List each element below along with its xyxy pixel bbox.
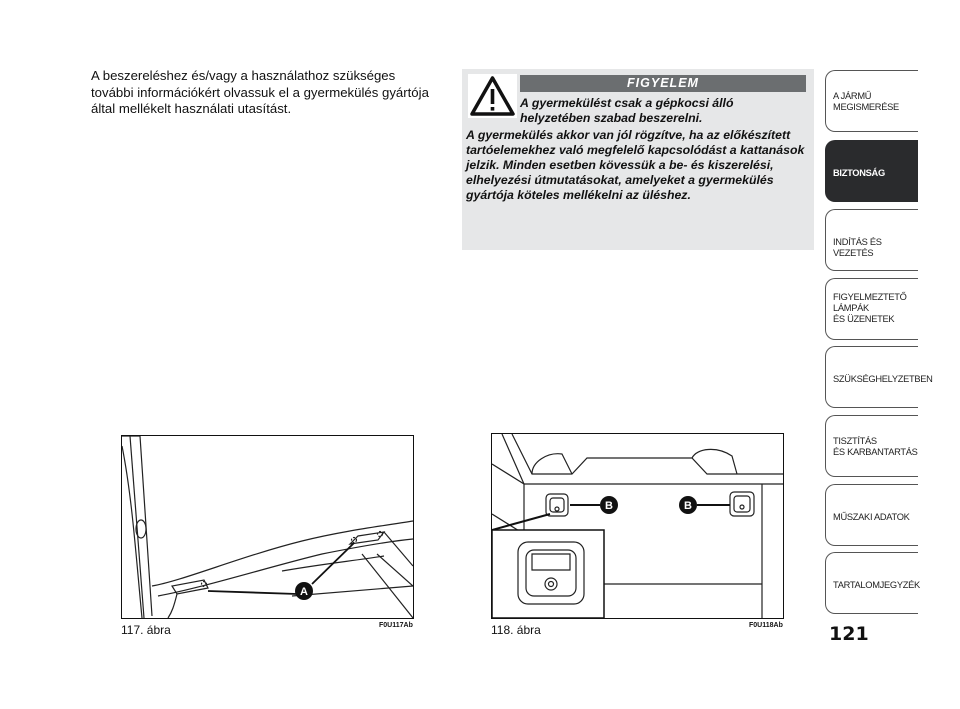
tab-label-line: MEGISMERÉSE [833,102,899,112]
callout-label-a: A [300,586,308,598]
warning-box [462,69,814,250]
figure-117-illustration [121,435,414,619]
callout-label-b-right: B [684,500,692,512]
tab-szukseghelyzetben[interactable] [825,346,933,408]
tab-label-line: INDÍTÁS ÉS VEZETÉS [833,237,882,258]
tab-figyelmezteto-lampak[interactable] [825,278,918,340]
warning-title: FIGYELEM [520,75,806,92]
figure-117-caption: 117. ábra [121,623,171,637]
tab-label-line: TISZTÍTÁS [833,436,877,446]
tab-label-line: SZÜKSÉGHELYZETBEN [833,374,933,384]
page-number: 121 [829,623,869,645]
tab-label-line: BIZTONSÁG [833,168,885,178]
tab-label-line: ÉS KARBANTARTÁS [833,447,918,457]
figure-118-caption: 118. ábra [491,623,541,637]
tab-muszaki-adatok[interactable] [825,484,918,546]
tab-label-line: LÁMPÁK [833,303,869,313]
warning-body: A gyermekülés akkor van jól rögzítve, ha az előkészített tartóelemekhez való megfelelő kapcsolódást a kattanások jelzik. Minden esetben kövessük a be- és kiszerelési, elhelyezési útmutatásokat, amelyeket a gyermekülés gyártója köteles mellékelni az üléshez. [466,128,805,202]
warning-lead: A gyermekülést csak a gépkocsi álló helyzetében szabad beszerelni. [520,96,734,125]
tab-label-line: A JÁRMŰ [833,91,872,101]
tab-label-line: FIGYELMEZTETŐ [833,292,907,302]
warning-triangle-icon [468,74,517,118]
figure-118-illustration [491,433,784,619]
tab-biztonsag[interactable] [825,140,918,202]
tab-label-line: MŰSZAKI ADATOK [833,512,910,522]
callout-label-b-left: B [605,500,613,512]
tab-label-line: TARTALOMJEGYZÉK [833,580,920,590]
tab-a-jarmu-megismerese[interactable] [825,70,918,132]
intro-text: A beszereléshez és/vagy a használathoz szükséges további információkért olvassuk el a gyermekülés gyártója által mellékelt használati utasítást. [91,68,429,116]
figure-118-code: F0U118Ab [749,622,783,629]
tab-inditas-es-vezetes[interactable] [825,209,918,271]
tab-label-line: ÉS ÜZENETEK [833,314,895,324]
tab-tartalomjegyzek[interactable] [825,552,918,614]
tab-tisztitas-es-karbantartas[interactable] [825,415,918,477]
figure-117-code: F0U117Ab [379,622,413,629]
